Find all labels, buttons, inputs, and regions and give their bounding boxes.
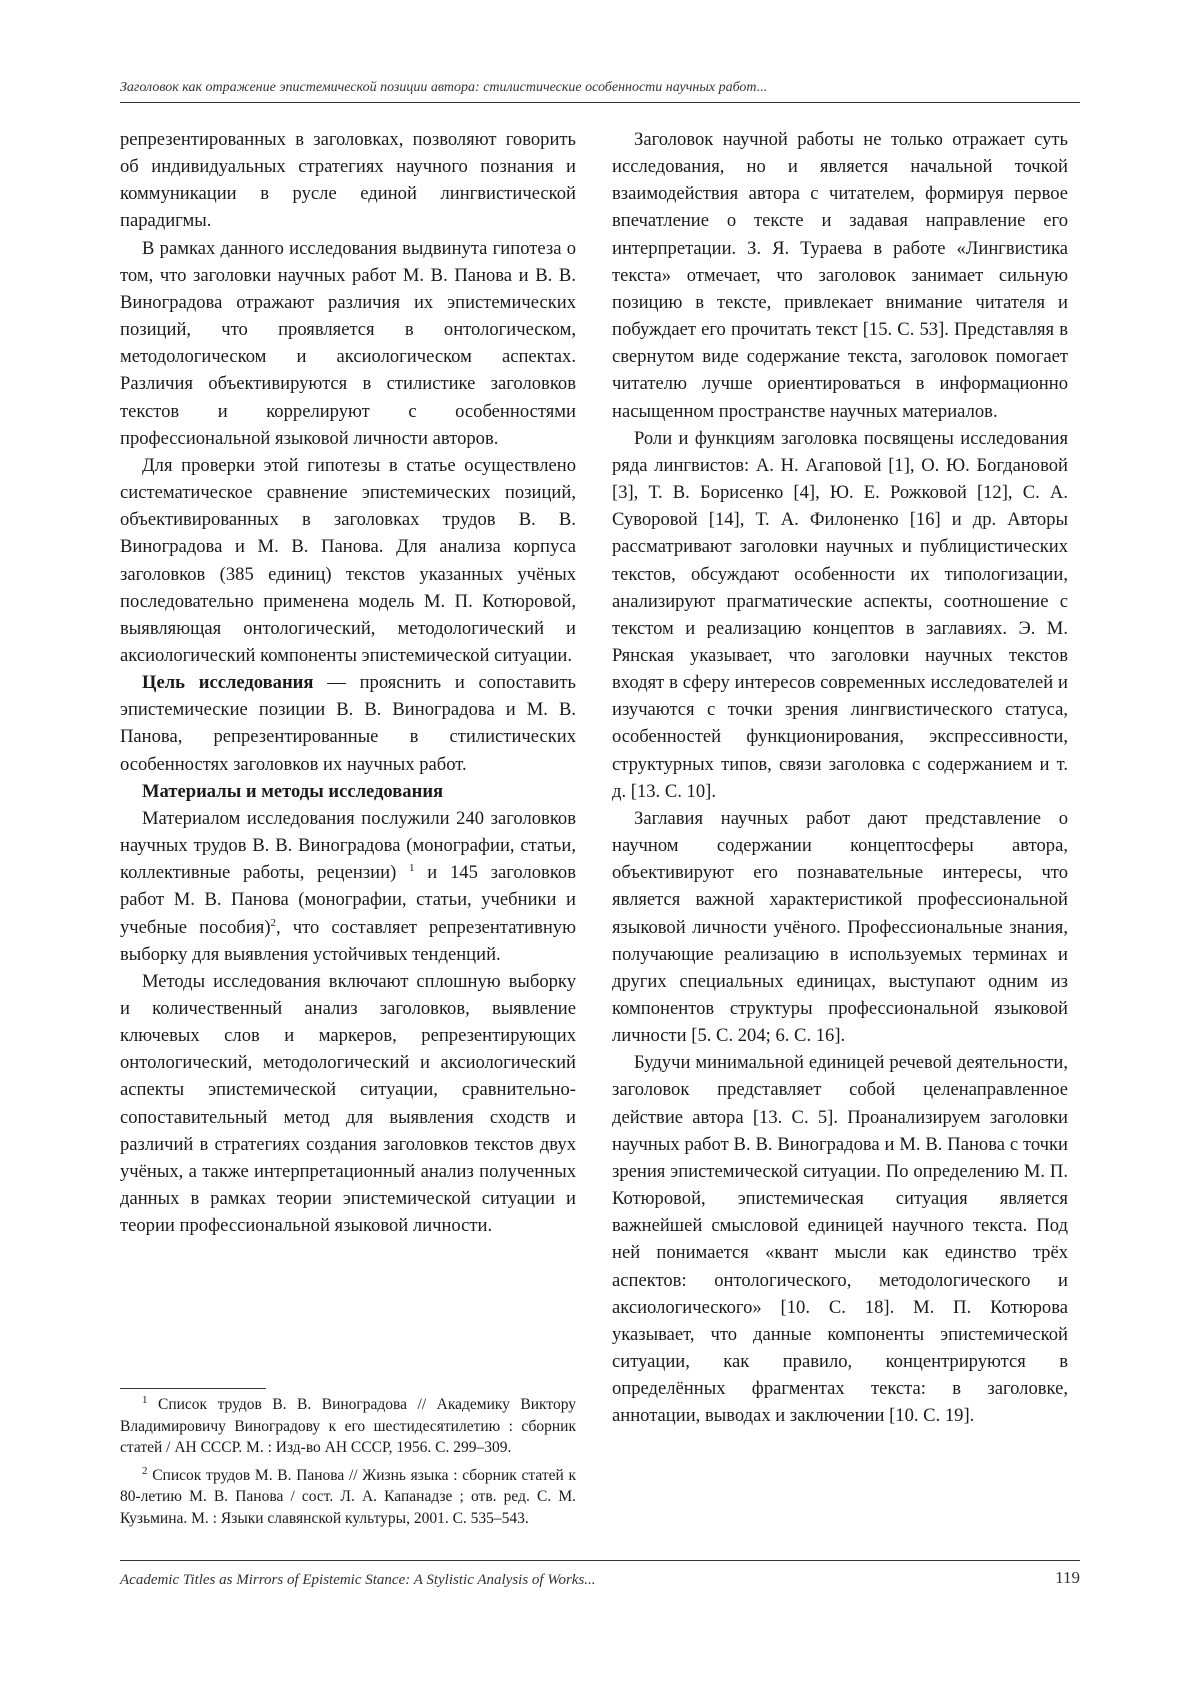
- paragraph: Заголовок научной работы не только отражает суть исследования, но и является начальной точкой взаимодействия автора с читателем, формируя первое впечатление о тексте и задавая направление его интерпретации. З. Я. Тураева в работе «Лингвистика текста» отмечает, что заголовок занимает сильную позицию в тексте, привлекает внимание читателя и побуждает его прочитать текст [15. С. 53]. Представляя в свернутом виде содержание текста, заголовок помогает читателю лучше ориентироваться в информационно насыщенном пространстве научных материалов.: [612, 129, 1068, 422]
- paragraph: В рамках данного исследования выдвинута гипотеза о том, что заголовки научных работ М. В. Панова и В. В. Виноградова отражают различия их эпистемических позиций, что проявляется в онтологическом, методологическом и аксиологическом аспектах. Различия объективируются в стилистике заголовков текстов и коррелируют с особенностями профессиональной языковой личности авторов.: [120, 237, 576, 449]
- footnote-text: Список трудов В. В. Виноградова // Академику Виктору Владимировичу Виноградову к его шестидесятилетию : сборник статей / АН СССР. М. : Изд-во АН СССР, 1956. С. 299–309.: [120, 1396, 576, 1457]
- aim-text: — прояснить и сопоставить эпистемические позиции В. В. Виноградова и М. В. Панова, репрезентированные в стилистических особенностях заголовков их научных работ.: [120, 672, 576, 775]
- text-run: и 145 заголовков работ М. В. Панова (монографии, статьи, учебники и учебные пособия): [120, 862, 576, 938]
- footnote-2: [120, 1465, 576, 1530]
- paragraph: Роли и функциям заголовка посвящены исследования ряда лингвистов: А. Н. Агаповой [1], О. Ю. Богдановой [3], Т. В. Борисенко [4], Ю. Е. Рожковой [12], С. А. Суворовой [14], Т. А. Филоненко [16] и др. Авторы рассматривают заголовки научных и публицистических текстов, обсуждают особенности их типологизации, анализируют прагматические аспекты, соотношение с текстом и реализацию концептов в заглавиях. Э. М. Рянская указывает, что заголовки научных текстов входят в сферу интересов современных исследователей и изучаются с точки зрения лингвистического статуса, особенностей функционирования, экспрессивности, структурных типов, связи заголовка с содержанием и т. д. [13. С. 10].: [612, 427, 1068, 802]
- text-run: Материалом исследования послужили 240 заголовков научных трудов В. В. Виноградова (монографии, статьи, коллективные работы, рецензии): [120, 807, 576, 884]
- paragraph: Будучи минимальной единицей речевой деятельности, заголовок представляет собой целенаправленное действие автора [13. С. 5]. Проанализируем заголовки научных работ В. В. Виноградова и М. В. Панова с точки зрения эпистемической ситуации. По определению М. П. Котюровой, эпистемическая ситуация является важнейшей смысловой единицей научного текста. Под ней понимается «квант мысли как единство трёх аспектов: онтологического, методологического и аксиологического» [10. С. 18]. М. П. Котюрова указывает, что данные компоненты эпистемической ситуации, как правило, концентрируются в определённых фрагментах текста: в заголовке, аннотации, выводах и заключении [10. С. 19].: [612, 1052, 1068, 1427]
- footnote-1: [120, 1394, 576, 1459]
- paragraph-materials: [120, 805, 576, 968]
- footnote-divider: [120, 1388, 266, 1389]
- running-head: Заголовок как отражение эпистемической позиции автора: стилистические особенности научных работ...: [120, 80, 1080, 103]
- footnote-ref-2[interactable]: 2: [270, 916, 277, 929]
- footnote-number: 1: [142, 1393, 148, 1406]
- page-number: 119: [1055, 1568, 1080, 1587]
- footnotes: [120, 1394, 576, 1536]
- footnote-number: 2: [142, 1464, 148, 1477]
- right-column: [612, 126, 1068, 1430]
- footnote-text: Список трудов М. В. Панова // Жизнь языка : сборник статей к 80-летию М. В. Панова / сост. Л. А. Капанадзе ; отв. ред. С. М. Кузьмина. М. : Языки славянской культуры, 2001. С. 535–543.: [120, 1466, 576, 1527]
- footer-english-title: Academic Titles as Mirrors of Epistemic Stance: A Stylistic Analysis of Works...: [120, 1572, 596, 1588]
- left-column: [120, 126, 576, 1239]
- aim-label: Цель исследования: [142, 672, 314, 694]
- paragraph: репрезентированных в заголовках, позволяют говорить об индивидуальных стратегиях научного познания и коммуникации в русле единой лингвистической парадигмы.: [120, 129, 576, 232]
- paragraph: Заглавия научных работ дают представление о научном содержании концептосферы автора, объективируют его познавательные интересы, что является важной характеристикой профессиональной языковой личности учёного. Профессиональные знания, получающие реализацию в используемых терминах и других специальных единицах, выступают одним из компонентов структуры профессиональной языковой личности [5. С. 204; 6. С. 16].: [612, 807, 1068, 1047]
- footnote-ref-1[interactable]: 1: [409, 862, 415, 875]
- text-run: , что составляет репрезентативную выборку для выявления устойчивых тенденций.: [120, 916, 576, 965]
- paragraph: Для проверки этой гипотезы в статье осуществлено систематическое сравнение эпистемических позиций, объективированных в заголовках трудов В. В. Виноградова и М. В. Панова. Для анализа корпуса заголовков (385 единиц) текстов указанных учёных последовательно применена модель М. П. Котюровой, выявляющая онтологический, методологический и аксиологический компоненты эпистемической ситуации.: [120, 454, 576, 666]
- paragraph: Методы исследования включают сплошную выборку и количественный анализ заголовков, выявление ключевых слов и маркеров, репрезентирующих онтологический, методологический и аксиологический аспекты эпистемической ситуации, сравнительно-сопоставительный метод для выявления сходств и различий в стратегиях создания заголовков текстов двух учёных, а также интерпретационный анализ полученных данных в рамках теории эпистемической ситуации и теории профессиональной языковой личности.: [120, 970, 576, 1237]
- section-heading: Материалы и методы исследования: [142, 780, 444, 802]
- footer-divider: [120, 1560, 1080, 1561]
- paragraph-aim: [120, 669, 576, 778]
